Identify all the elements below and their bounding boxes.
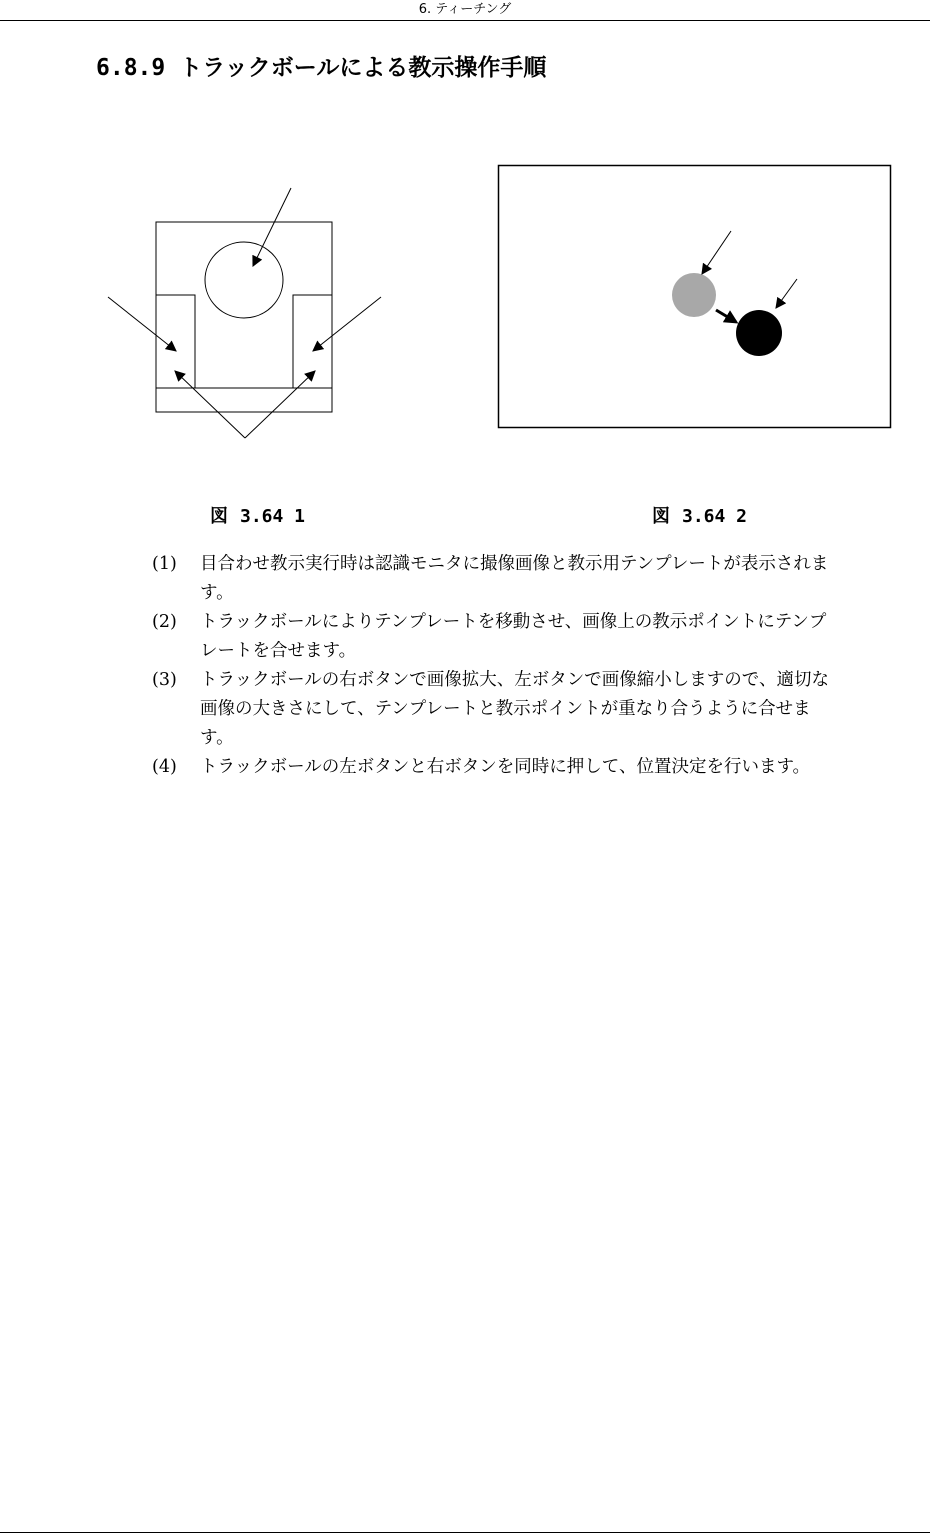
procedure-step	[152, 608, 842, 666]
figure-caption-1	[210, 505, 305, 529]
leader-target	[776, 279, 797, 308]
target-marker	[736, 310, 782, 356]
figure-caption-label: 図	[652, 506, 670, 527]
figure-caption-number: 3.64 1	[240, 506, 306, 527]
procedure-step	[152, 666, 842, 753]
leader-both-left	[175, 371, 245, 438]
figure-caption-2	[652, 505, 747, 529]
figure-caption-number: 3.64 2	[682, 506, 748, 527]
step-number: (3)	[152, 670, 177, 690]
trackball-diagram	[100, 180, 400, 450]
step-number: (2)	[152, 612, 177, 632]
step-number: (1)	[152, 554, 177, 574]
step-text: 目合わせ教示実行時は認識モニタに撮像画像と教示用テンプレートが表示されます。	[200, 554, 829, 603]
leader-template	[702, 231, 731, 274]
header-rule	[0, 20, 930, 21]
footer-rule	[0, 1532, 930, 1533]
leader-left-button	[108, 297, 176, 351]
trackball-body	[156, 222, 332, 412]
monitor-diagram	[497, 164, 893, 430]
move-arrow	[716, 310, 736, 322]
leader-both-right	[245, 371, 315, 438]
procedure-step	[152, 753, 842, 782]
leader-ball	[253, 188, 291, 266]
step-number: (4)	[152, 757, 177, 777]
leader-right-button	[313, 297, 381, 351]
figure-caption-label: 図	[210, 506, 228, 527]
running-header: 6. ティーチング	[418, 2, 512, 17]
procedure-step	[152, 550, 842, 608]
trackball-ball	[205, 242, 283, 318]
procedure-steps	[152, 550, 842, 782]
step-text: トラックボールの右ボタンで画像拡大、左ボタンで画像縮小しますので、適切な画像の大きさにして、テンプレートと教示ポイントが重なり合うように合せます。	[200, 670, 829, 748]
step-text: トラックボールの左ボタンと右ボタンを同時に押して、位置決定を行います。	[200, 757, 811, 777]
section-heading	[96, 52, 546, 84]
section-number: 6.8.9	[96, 55, 166, 81]
template-marker	[672, 273, 716, 317]
trackball-left-button	[156, 295, 195, 388]
section-title: トラックボールによる教示操作手順	[179, 55, 547, 81]
step-text: トラックボールによりテンプレートを移動させ、画像上の教示ポイントにテンプレートを合せます。	[200, 612, 827, 661]
